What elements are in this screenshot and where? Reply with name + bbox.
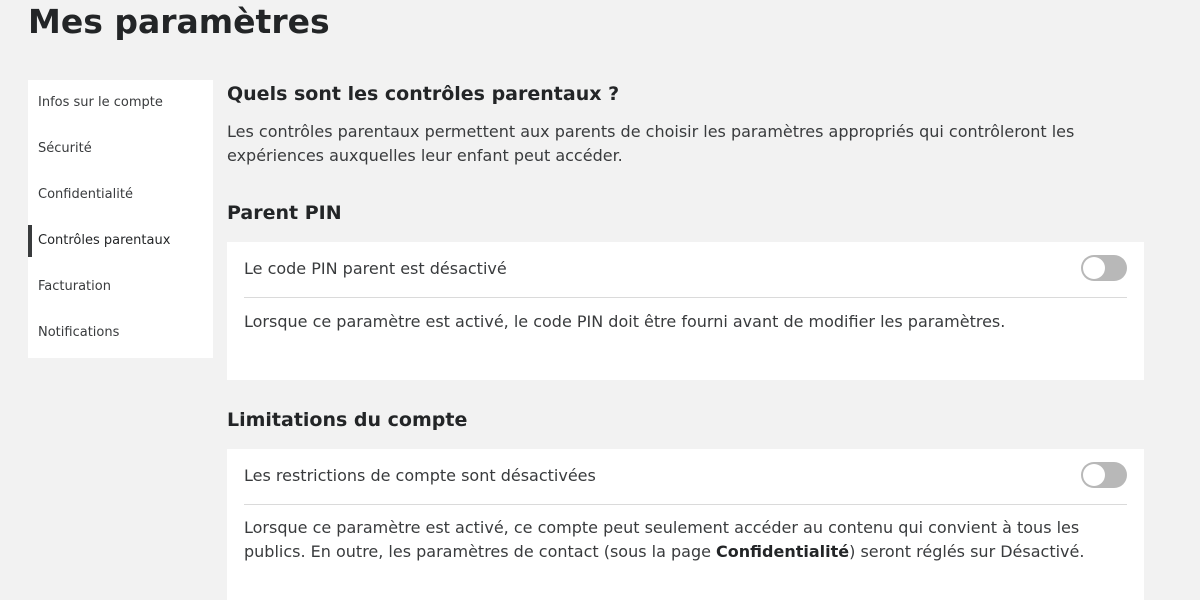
intro-text: Les contrôles parentaux permettent aux parents de choisir les paramètres appropriés qui contrôleront les expériences auxquelles leur enfant peut accéder. <box>227 122 1075 165</box>
active-indicator <box>28 225 32 257</box>
account-limits-description <box>244 516 1114 564</box>
account-limits-heading: Limitations du compte <box>227 409 468 431</box>
sidebar-item-billing[interactable]: Facturation <box>38 279 111 294</box>
sidebar-item-security[interactable]: Sécurité <box>38 141 92 156</box>
sidebar-item-account-info[interactable]: Infos sur le compte <box>38 95 163 110</box>
parent-pin-card <box>227 242 1144 380</box>
account-limits-label: Les restrictions de compte sont désactivées <box>244 466 596 485</box>
sidebar-item-label: Contrôles parentaux <box>38 233 171 248</box>
parent-pin-toggle[interactable] <box>1081 255 1127 281</box>
parent-pin-row <box>244 242 1127 298</box>
toggle-knob <box>1083 257 1105 279</box>
sidebar-item-notifications[interactable]: Notifications <box>38 325 120 340</box>
description-text: ) seront réglés sur Désactivé. <box>849 542 1085 561</box>
page-title: Mes paramètres <box>28 2 330 41</box>
parent-pin-description: Lorsque ce paramètre est activé, le code PIN doit être fourni avant de modifier les paramètres. <box>244 312 1006 331</box>
account-limits-toggle[interactable] <box>1081 462 1127 488</box>
toggle-knob <box>1083 464 1105 486</box>
parent-pin-label: Le code PIN parent est désactivé <box>244 259 507 278</box>
intro-heading: Quels sont les contrôles parentaux ? <box>227 83 620 105</box>
account-limits-row <box>244 449 1127 505</box>
sidebar-item-parental-controls[interactable] <box>28 218 213 264</box>
privacy-page-link[interactable]: Confidentialité <box>716 542 850 561</box>
description-text: Lorsque ce paramètre est activé, ce compte peut seulement accéder au contenu qui convient à tous les publics. En outre, les paramètres de contact (sous la page <box>244 518 1080 561</box>
parent-pin-heading: Parent PIN <box>227 202 342 224</box>
account-limits-card <box>227 449 1144 600</box>
sidebar-item-privacy[interactable]: Confidentialité <box>38 187 133 202</box>
settings-sidebar <box>28 80 213 358</box>
